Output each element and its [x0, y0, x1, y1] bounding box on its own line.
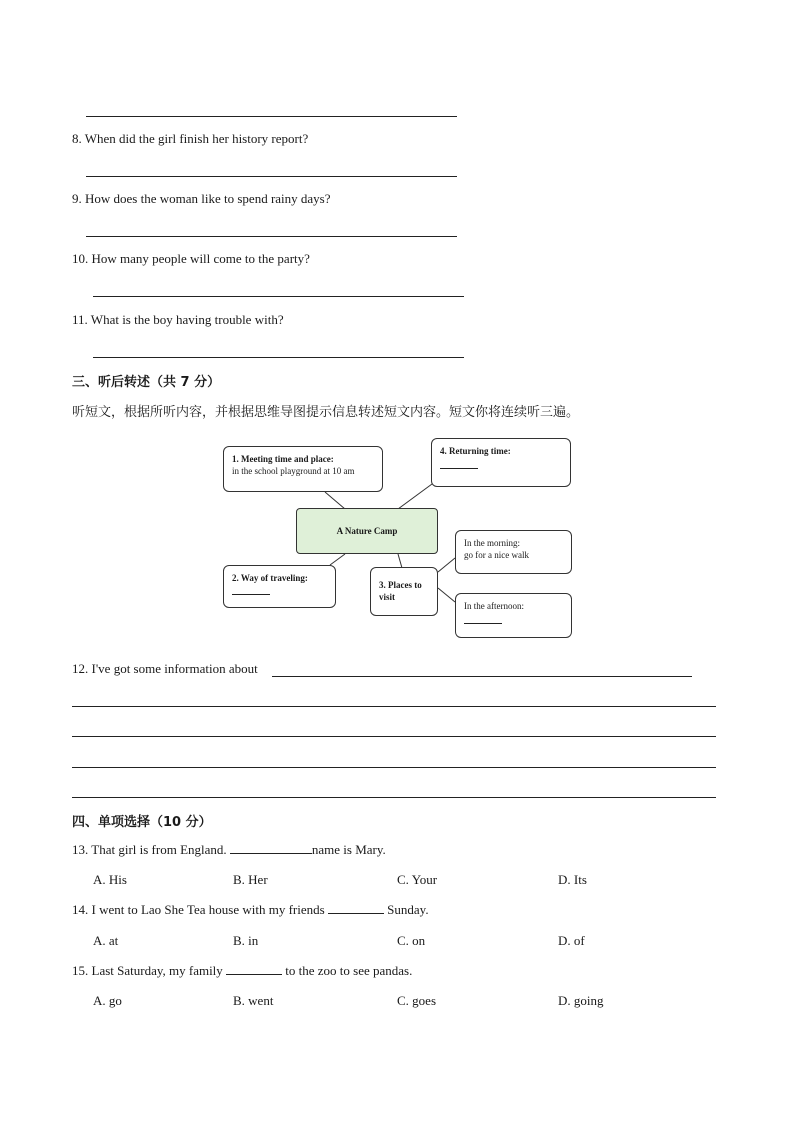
- question-text: How does the woman like to spend rainy days?: [85, 191, 331, 206]
- stem-before: 14. I went to Lao She Tea house with my friends: [72, 902, 325, 917]
- option-a[interactable]: A. at: [93, 933, 119, 948]
- answer-blank[interactable]: [230, 843, 312, 854]
- option-d[interactable]: D. going: [558, 993, 604, 1008]
- option-b[interactable]: B. Her: [233, 872, 268, 887]
- mindmap-center: A Nature Camp: [296, 508, 438, 554]
- writing-line-1[interactable]: [72, 706, 716, 707]
- option-b[interactable]: B. in: [233, 933, 259, 948]
- mindmap-returning-box: [431, 438, 571, 487]
- answer-blank[interactable]: [328, 903, 384, 914]
- writing-line-4[interactable]: [72, 797, 716, 798]
- stem-after: name is Mary.: [311, 842, 386, 857]
- travel-blank[interactable]: [232, 594, 270, 595]
- question-number: 10.: [72, 251, 89, 266]
- q12-inline-line[interactable]: [272, 676, 692, 677]
- question-number: 9.: [72, 191, 82, 206]
- afternoon-blank[interactable]: [464, 623, 502, 624]
- option-c[interactable]: C. Your: [397, 872, 438, 887]
- stem-before: 13. That girl is from England.: [72, 842, 227, 857]
- meeting-title: 1. Meeting time and place:: [232, 454, 334, 464]
- writing-line-3[interactable]: [72, 767, 716, 768]
- stem-after: to the zoo to see pandas.: [285, 963, 413, 978]
- stem-before: 15. Last Saturday, my family: [72, 963, 223, 978]
- option-b[interactable]: B. went: [233, 993, 274, 1008]
- mindmap-afternoon-box: [455, 593, 572, 638]
- mindmap-places-box: [370, 567, 438, 616]
- morning-title: In the morning:: [464, 538, 520, 548]
- option-d[interactable]: D. of: [558, 933, 585, 948]
- question-number: 11.: [72, 312, 88, 327]
- option-a[interactable]: A. His: [93, 872, 127, 887]
- option-d[interactable]: D. Its: [558, 872, 587, 887]
- question-text: What is the boy having trouble with?: [90, 312, 284, 327]
- option-a[interactable]: A. go: [93, 993, 122, 1008]
- returning-blank[interactable]: [440, 468, 478, 469]
- section-3-instruction: 听短文，根据所听内容，并根据思维导图提示信息转述短文内容。短文你将连续听三遍。: [72, 405, 580, 420]
- afternoon-title: In the afternoon:: [464, 601, 524, 611]
- mindmap-morning-box: [455, 530, 572, 574]
- answer-blank[interactable]: [226, 964, 282, 975]
- returning-title: 4. Returning time:: [440, 446, 511, 456]
- question-14: [72, 902, 429, 918]
- section-3-title: 三、听后转述（共 7 分）: [72, 375, 221, 390]
- question-13: [72, 842, 386, 858]
- morning-value: go for a nice walk: [464, 550, 529, 560]
- question-15: [72, 963, 412, 979]
- meeting-value: in the school playground at 10 am: [232, 466, 355, 476]
- mindmap-travel-box: [223, 565, 336, 608]
- option-c[interactable]: C. on: [397, 933, 426, 948]
- option-c[interactable]: C. goes: [397, 993, 436, 1008]
- question-number: 8.: [72, 131, 82, 146]
- mindmap-meeting-box: [223, 446, 383, 492]
- section-4-title: 四、单项选择（10 分）: [72, 815, 212, 830]
- writing-line-2[interactable]: [72, 736, 716, 737]
- travel-title: 2. Way of traveling:: [232, 573, 308, 583]
- stem-after: Sunday.: [387, 902, 429, 917]
- question-text: When did the girl finish her history report?: [84, 131, 309, 146]
- question-12: [72, 661, 258, 677]
- question-text: How many people will come to the party?: [91, 251, 310, 266]
- question-12-text: 12. I've got some information about: [72, 661, 258, 676]
- places-title: 3. Places to visit: [379, 580, 422, 602]
